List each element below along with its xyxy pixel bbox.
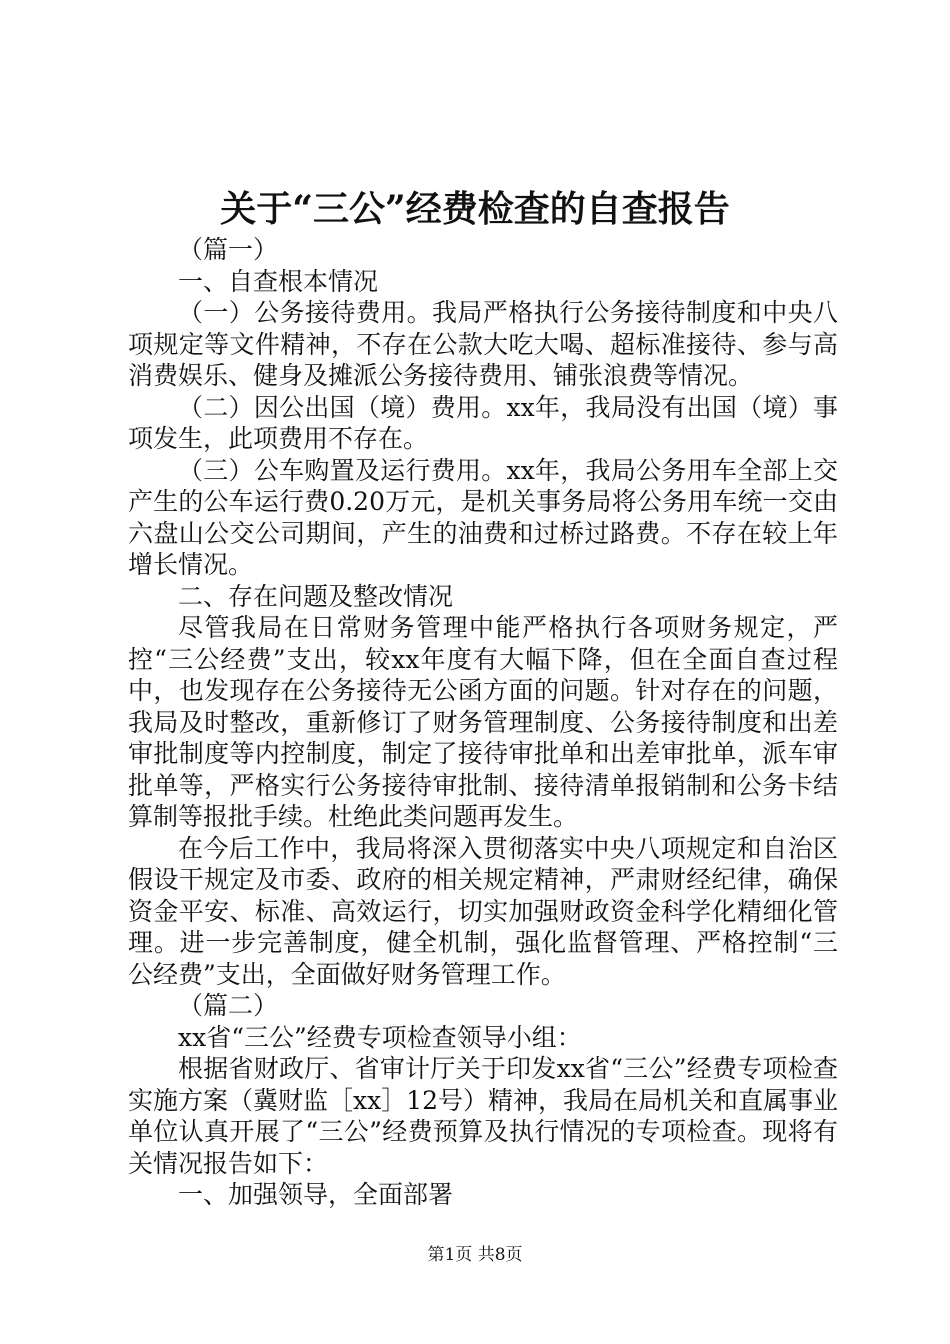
paragraph: 在今后工作中，我局将深入贯彻落实中央八项规定和自治区假设干规定及市委、政府的相关规定精神，严肃财经纪律，确保资金平安、标准、高效运行，切实加强财政资金科学化精细化管理。进一步完善制度，健全机制，强化监督管理、严格控制“三公经费”支出，全面做好财务管理工作。 <box>128 833 838 989</box>
paragraph-part-two-heading: （篇二） <box>178 991 279 1020</box>
paragraph: 尽管我局在日常财务管理中能严格执行各项财务规定，严控“三公经费”支出，较xx年度有大幅下降，但在全面自查过程中，也发现存在公务接待无公函方面的问题。针对存在的问题，我局及时整改，重新修订了财务管理制度、公务接待制度和出差审批制度等内控制度，制定了接待审批单和出差审批单，派车审批单等，严格实行公务接待审批制、接待清单报销制和公务卡结算制等报批手续。杜绝此类问题再发生。 <box>128 613 838 831</box>
paragraph-part-one-heading: （篇一） <box>178 235 279 264</box>
paragraph: （一）公务接待费用。我局严格执行公务接待制度和中央八项规定等文件精神，不存在公款大吃大喝、超标准接待、参与高消费娱乐、健身及摊派公务接待费用、铺张浪费等情况。 <box>128 298 838 390</box>
paragraph-section-heading: 一、自查根本情况 <box>178 266 379 296</box>
paragraph-section-heading: 二、存在问题及整改情况 <box>178 581 454 611</box>
paragraph-salutation: xx省“三公”经费专项检查领导小组： <box>178 1022 582 1052</box>
document-body <box>128 234 838 1211</box>
page-number-footer: 第1页 共8页 <box>427 1245 523 1265</box>
paragraph: 根据省财政厅、省审计厅关于印发xx省“三公”经费专项检查实施方案（冀财监［xx］12号）精神，我局在局机关和直属事业单位认真开展了“三公”经费预算及执行情况的专项检查。现将有关情况报告如下： <box>128 1054 839 1178</box>
paragraph-section-heading: 一、加强领导，全面部署 <box>178 1180 454 1209</box>
paragraph: （三）公车购置及运行费用。xx年，我局公务用车全部上交产生的公车运行费0.20万元，是机关事务局将公务用车统一交由六盘山公交公司期间，产生的油费和过桥过路费。不存在较上年增长情况。 <box>128 455 838 579</box>
document-title: 关于“三公”经费检查的自查报告 <box>220 188 730 230</box>
paragraph: （二）因公出国（境）费用。xx年，我局没有出国（境）事项发生，此项费用不存在。 <box>128 392 838 453</box>
